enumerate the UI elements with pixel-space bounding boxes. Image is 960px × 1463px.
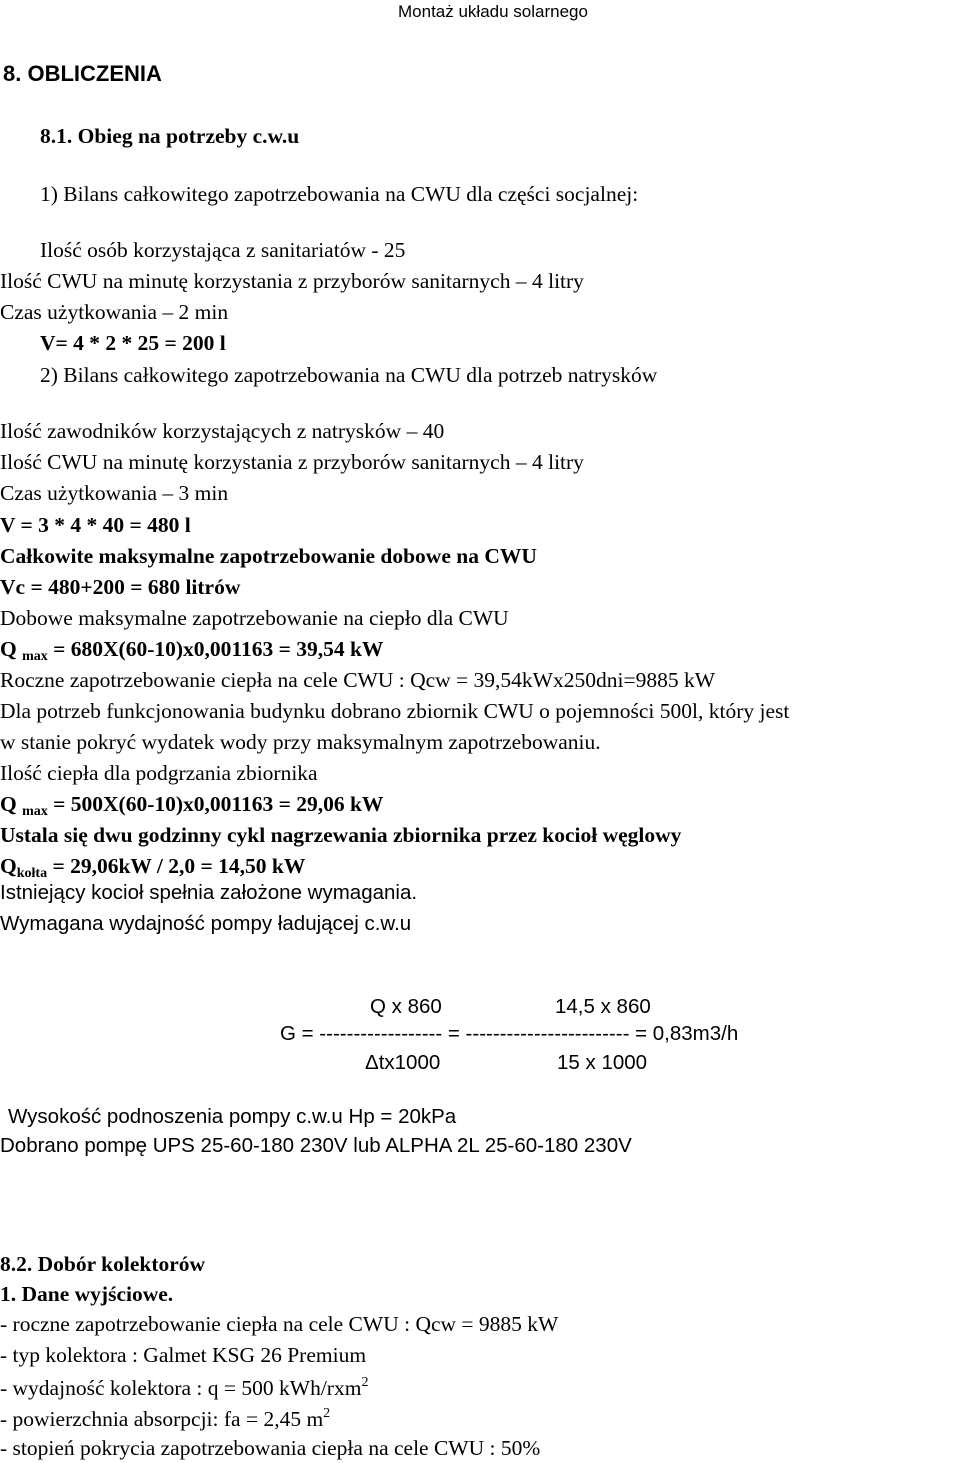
subsection-title: 8.1. Obieg na potrzeby c.w.u (40, 124, 300, 148)
qmax-formula: Q $_{max}$ = 680X(60-10)x0,001163 = 39,54 kW (0, 637, 384, 664)
section-title: 8. OBLICZENIA (3, 61, 162, 86)
pump-chosen: Dobrano pompę UPS 25-60-180 230V lub ALPHA 2L 25-60-180 230V (0, 1134, 632, 1157)
pump-head: Wysokość podnoszenia pompy c.w.u Hp = 20kPa (8, 1105, 457, 1128)
text-line: Czas użytkowania – 2 min (0, 300, 229, 324)
list-item: - roczne zapotrzebowanie ciepła na cele CWU : Qcw = 9885 kW (0, 1312, 559, 1336)
daily-heat-heading: Dobowe maksymalne zapotrzebowanie na ciepło dla CWU (0, 606, 509, 630)
formula-main: G = ------------------ = ------------------------ = 0,83m3/h (280, 1022, 739, 1045)
total-heading: Całkowite maksymalne zapotrzebowanie dobowe na CWU (0, 544, 537, 568)
list-item: - typ kolektora : Galmet KSG 26 Premium (0, 1343, 367, 1367)
formula-numerator: 14,5 x 860 (555, 995, 651, 1018)
subsection-title: 8.2. Dobór kolektorów (0, 1252, 206, 1276)
formula-denominator: 15 x 1000 (557, 1051, 648, 1074)
result-line: V= 4 * 2 * 25 = 200 l (40, 331, 226, 355)
text-line: Ilość osób korzystająca z sanitariatów - 25 (40, 238, 406, 262)
total-value: Vc = 480+200 = 680 litrów (0, 575, 241, 599)
text-line: Czas użytkowania – 3 min (0, 481, 229, 505)
tank-text: w stanie pokryć wydatek wody przy maksymalnym zapotrzebowaniu. (0, 730, 601, 754)
list-item: - powierzchnia absorpcji: fa = 2,45 $m^2$ (0, 1406, 331, 1431)
annual-demand: Roczne zapotrzebowanie ciepła na cele CWU : Qcw = 39,54kWx250dni=9885 kW (0, 668, 715, 692)
list-item: - wydajność kolektora : q = 500 kWh/rxm$^2$ (0, 1375, 369, 1400)
formula-denominator: Δtx1000 (365, 1051, 441, 1074)
result-line: V = 3 * 4 * 40 = 480 l (0, 513, 191, 537)
input-data-heading: 1. Dane wyjściowe. (0, 1282, 174, 1306)
boiler-ok: Istniejący kocioł spełnia założone wymagania. (0, 881, 418, 904)
item1-title: 1) Bilans całkowitego zapotrzebowania na CWU dla części socjalnej: (40, 182, 639, 206)
tank-heat-heading: Ilość ciepła dla podgrzania zbiornika (0, 761, 318, 785)
qkotla-formula: $Q_{kołta} = 29,06kW / 2,0 = 14,50$ kW (0, 854, 306, 881)
item2-title: 2) Bilans całkowitego zapotrzebowania na CWU dla potrzeb natrysków (40, 363, 658, 387)
heating-cycle: Ustala się dwu godzinny cykl nagrzewania zbiornika przez kocioł węglowy (0, 823, 682, 847)
tank-text: Dla potrzeb funkcjonowania budynku dobrano zbiornik CWU o pojemności 500l, który jest (0, 699, 790, 723)
running-header: Montaż układu solarnego (398, 2, 588, 21)
pump-heading: Wymagana wydajność pompy ładującej c.w.u (0, 912, 412, 935)
qmax-formula: Q $_{max}$ = 500X(60-10)x0,001163 = 29,06 kW (0, 792, 384, 819)
text-line: Ilość zawodników korzystających z natrysków – 40 (0, 419, 445, 443)
text-line: Ilość CWU na minutę korzystania z przyborów sanitarnych – 4 litry (0, 269, 584, 293)
formula-numerator: Q x 860 (370, 995, 442, 1018)
list-item: - stopień pokrycia zapotrzebowania ciepła na cele CWU : 50% (0, 1436, 541, 1460)
text-line: Ilość CWU na minutę korzystania z przyborów sanitarnych – 4 litry (0, 450, 584, 474)
